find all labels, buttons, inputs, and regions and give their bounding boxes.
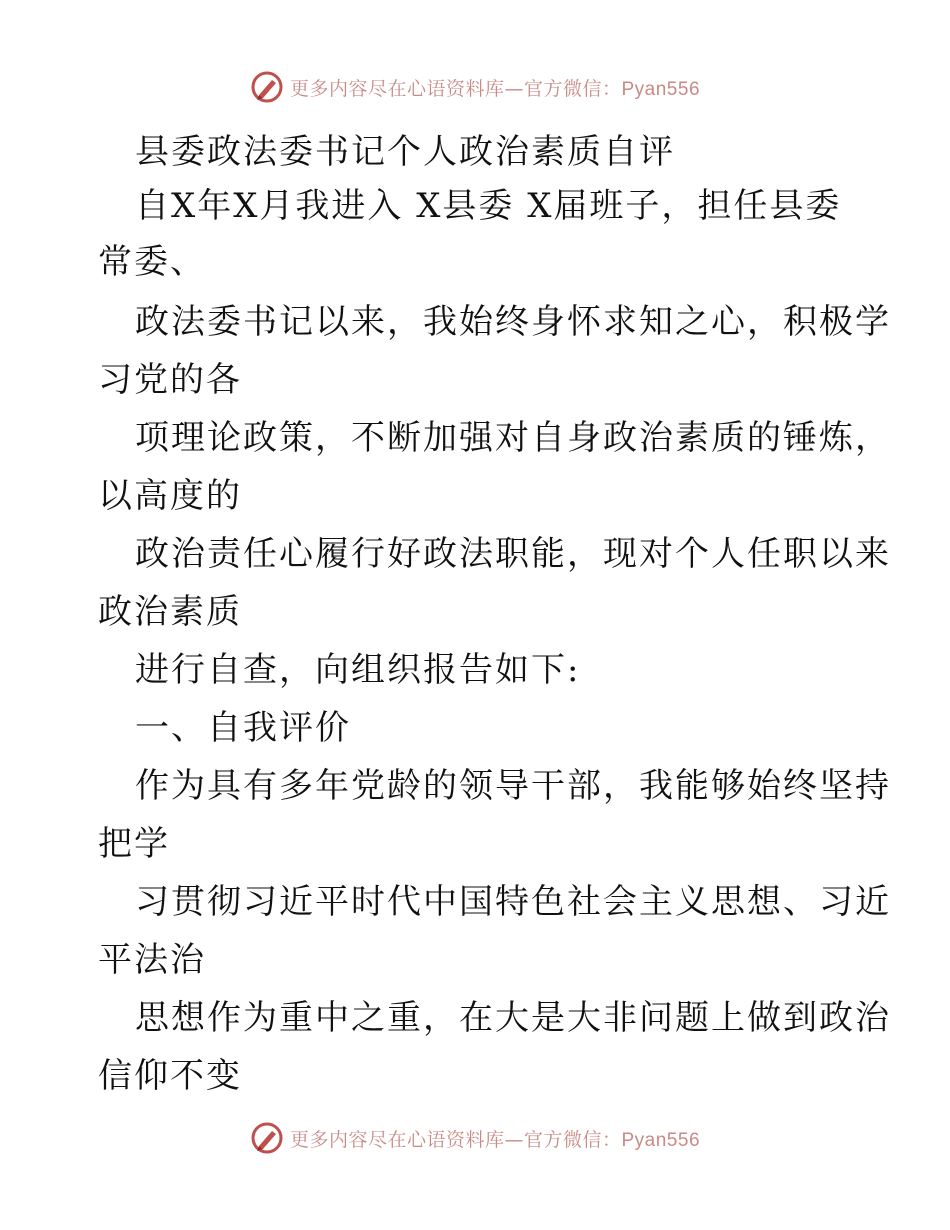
paragraph-line: 思想作为重中之重，在大是大非问题上做到政治 — [135, 998, 891, 1038]
paragraph-line: 政治素质 — [98, 592, 242, 632]
paragraph-line: 进行自查，向组织报告如下: — [135, 650, 581, 690]
paragraph-line: 常委、 — [98, 242, 206, 282]
document-title: 县委政法委书记个人政治素质自评 — [135, 132, 675, 172]
section-heading: 一、自我评价 — [135, 708, 351, 748]
watermark-text: 更多内容尽在心语资料库—官方微信：Pyan556 — [289, 77, 701, 100]
header-watermark — [0, 70, 950, 104]
paragraph-line: 平法治 — [98, 940, 206, 980]
footer-watermark — [0, 1121, 950, 1155]
paragraph-line: 自X年X月我进入 X县委 X届班子，担任县委 — [135, 186, 842, 226]
paragraph-line: 把学 — [98, 824, 170, 864]
watermark-text: 更多内容尽在心语资料库—官方微信：Pyan556 — [289, 1128, 701, 1151]
paragraph-line: 作为具有多年党龄的领导干部，我能够始终坚持 — [135, 766, 891, 806]
paragraph-line: 政治责任心履行好政法职能，现对个人任职以来 — [135, 534, 891, 574]
paragraph-line: 以高度的 — [98, 476, 242, 516]
paragraph-line: 项理论政策，不断加强对自身政治素质的锤炼， — [135, 418, 891, 458]
paragraph-line: 习贯彻习近平时代中国特色社会主义思想、习近 — [135, 882, 891, 922]
paragraph-line: 政法委书记以来，我始终身怀求知之心，积极学 — [135, 302, 891, 342]
paragraph-line: 习党的各 — [98, 360, 242, 400]
paragraph-line: 信仰不变 — [98, 1056, 242, 1096]
pen-logo-icon — [250, 70, 284, 104]
pen-logo-icon — [250, 1121, 284, 1155]
